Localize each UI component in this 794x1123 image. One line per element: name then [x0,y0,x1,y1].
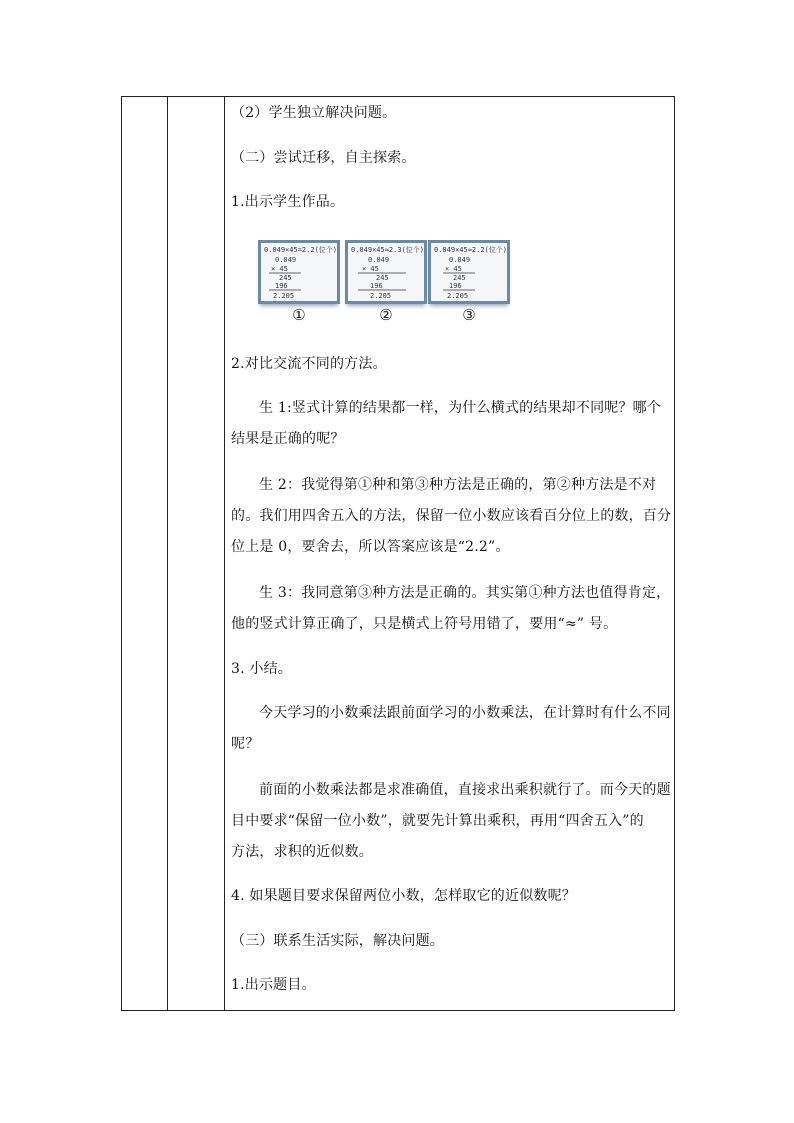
paragraph: 生 3：我同意第③种方法是正确的。其实第①种方法也值得肯定， [259,585,671,601]
section-heading: （三）联系生活实际，解决问题。 [231,933,444,949]
table-column-divider-1 [167,97,168,1010]
paragraph: 方法，求积的近似数。 [231,844,373,860]
paragraph: 2.对比交流不同的方法。 [231,356,387,372]
paragraph: 4. 如果题目要求保留两位小数，怎样取它的近似数呢？ [231,888,577,904]
work-number-marker: ② [379,306,393,324]
paragraph: （2）学生独立解决问题。 [231,105,397,121]
paragraph: 1.出示题目。 [231,977,316,993]
handwritten-line: 245 [453,274,466,282]
paragraph: 今天学习的小数乘法跟前面学习的小数乘法，在计算时有什么不同 [259,705,671,721]
student-works-figure [258,240,518,324]
paragraph: 的。我们用四舍五入的方法，保留一位小数应该看百分位上的数，百分 [231,508,672,524]
handwritten-line: 0.049 [275,256,297,264]
handwritten-line: 245 [279,274,292,282]
paragraph: 他的竖式计算正确了，只是横式上符号用错了，要用“≈” 号。 [231,616,618,632]
handwritten-line: 196 [370,282,383,290]
paragraph: 生 1:竖式计算的结果都一样，为什么横式的结果却不同呢？哪个 [259,400,662,416]
section-heading: （二）尝试迁移，自主探索。 [231,150,416,166]
handwritten-line: × 45 [362,265,379,273]
handwritten-line: × 45 [271,265,288,273]
student-work-card [258,240,340,304]
handwritten-line: 196 [275,282,288,290]
handwritten-calc-image [348,243,424,301]
handwritten-equation: 0.049×45≈2.3(位个) [351,246,424,254]
handwritten-equation: 0.049×45=2.2(位个) [264,246,337,254]
handwritten-line: 2.205 [370,292,392,300]
handwritten-line: 0.049 [368,256,390,264]
paragraph: 结果是正确的呢？ [231,431,345,447]
handwritten-line: 245 [376,274,389,282]
paragraph: 位上是 0，要舍去，所以答案应该是“2.2”。 [231,539,510,555]
handwritten-line: 0.049 [449,256,471,264]
paragraph: 目中要求“保留一位小数”，就要先计算出乘积，再用“四舍五入”的 [231,813,644,829]
handwritten-line: × 45 [445,265,462,273]
work-number-marker: ① [292,306,306,324]
handwritten-line: 196 [449,282,462,290]
table-column-divider-2 [224,97,225,1010]
handwritten-line: 2.205 [447,292,469,300]
work-number-marker: ③ [462,306,476,324]
handwritten-equation: 0.049×45≈2.2(位个) [434,246,507,254]
handwritten-calc-image [261,243,337,301]
paragraph: 3. 小结。 [231,661,293,677]
paragraph: 前面的小数乘法都是求准确值，直接求出乘积就行了。而今天的题 [259,782,671,798]
handwritten-line: 2.205 [273,292,295,300]
paragraph: 生 2：我觉得第①种和第③种方法是正确的，第②种方法是不对 [259,477,657,493]
paragraph: 1.出示学生作品。 [231,194,345,210]
handwritten-calc-image [431,243,507,301]
student-work-card [428,240,510,304]
paragraph: 呢？ [231,736,260,752]
student-work-card [345,240,427,304]
